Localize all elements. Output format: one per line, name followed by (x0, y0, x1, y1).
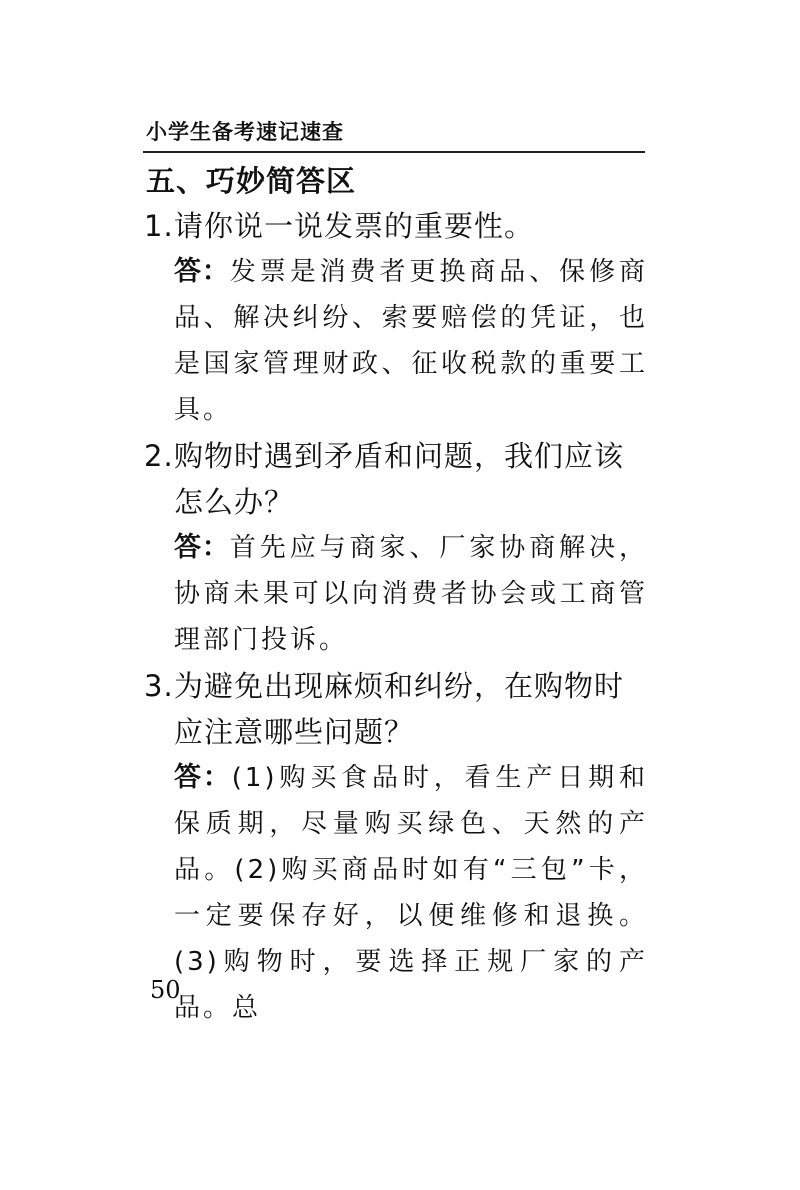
header-rule (143, 151, 645, 153)
answer-label: 答： (174, 532, 230, 563)
question-text: 购物时遇到矛盾和问题，我们应该怎么办？ (174, 439, 625, 519)
answer-label: 答： (174, 256, 230, 287)
question-text: 请你说一说发票的重要性。 (174, 209, 535, 243)
section-title: 五、巧妙简答区 (146, 164, 357, 198)
question-1 (144, 203, 648, 249)
question-2 (144, 433, 648, 525)
qa-item-3 (144, 663, 648, 1031)
qa-item-2 (144, 433, 648, 663)
answer-text: 发票是消费者更换商品、保修商品、解决纠纷、索要赔偿的凭证，也是国家管理财政、征收税款的重要工具。 (174, 257, 648, 425)
answer-2 (174, 525, 648, 663)
answer-1 (174, 249, 648, 433)
question-3 (144, 663, 648, 755)
question-text: 为避免出现麻烦和纠纷，在购物时应注意哪些问题？ (174, 669, 625, 749)
answer-label: 答： (174, 762, 232, 793)
qa-item-1 (144, 203, 648, 433)
answer-text: 首先应与商家、厂家协商解决，协商未果可以向消费者协会或工商管理部门投诉。 (174, 533, 648, 655)
running-header: 小学生备考速记速查 (146, 120, 344, 144)
answer-text: (1)购买食品时，看生产日期和保质期，尽量购买绿色、天然的产品。(2)购买商品时如有“三包”卡，一定要保存好，以便维修和退换。(3)购物时，要选择正规厂家的产品。总 (174, 763, 648, 1023)
page-number: 50 (150, 976, 181, 1004)
question-number: 1. (144, 209, 174, 243)
question-number: 3. (144, 669, 174, 703)
answer-3 (174, 755, 648, 1031)
question-number: 2. (144, 439, 174, 473)
